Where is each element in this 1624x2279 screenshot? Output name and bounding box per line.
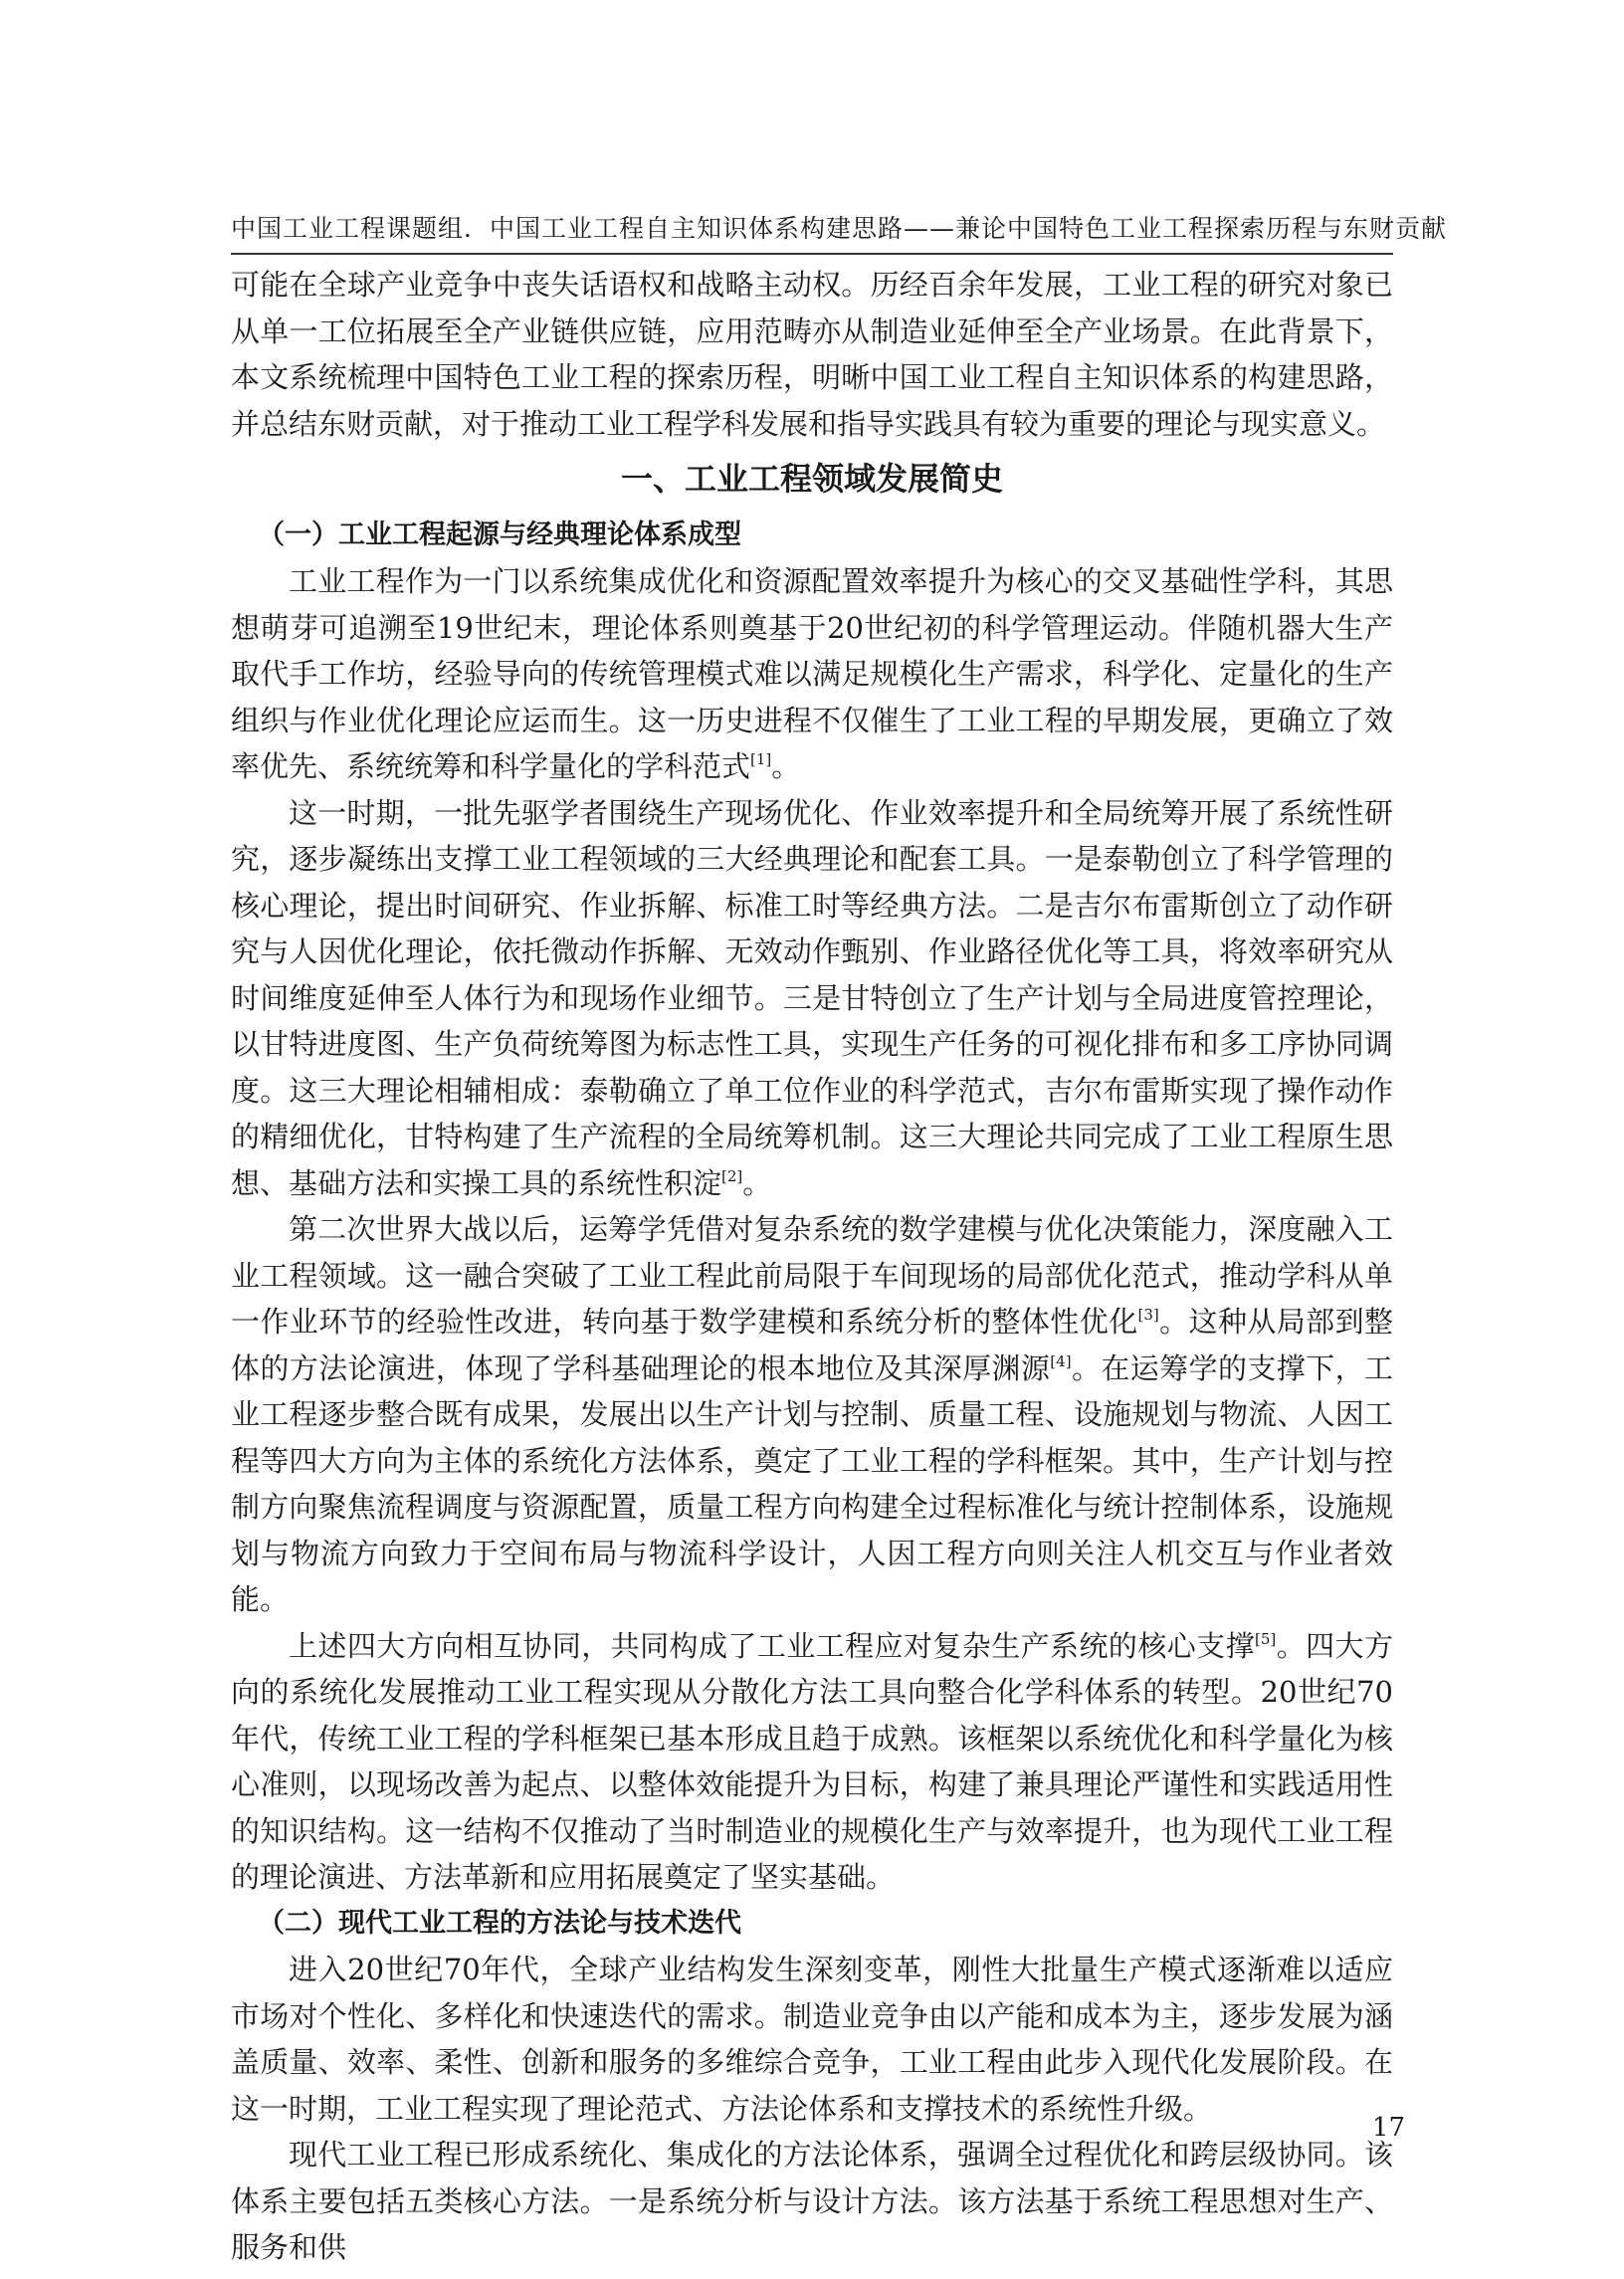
citation-marker: [2]: [721, 1166, 743, 1185]
paragraph-text: 。四大方向的系统化发展推动工业工程实现从分散化方法工具向整合化学科体系的转型。20世纪70年代，传统工业工程的学科框架已基本形成且趋于成熟。该框架以系统优化和科学量化为核心准则，以现场改善为起点、以整体效能提升为目标，构建了兼具理论严谨性和实践适用性的知识结构。这一结构不仅推动了当时制造业的规模化生产与效率提升，也为现代工业工程的理论演进、方法革新和应用拓展奠定了坚实基础。: [231, 1628, 1393, 1894]
paragraph-text: 。在运筹学的支撑下，工业工程逐步整合既有成果，发展出以生产计划与控制、质量工程、设施规划与物流、人因工程等四大方向为主体的系统化方法体系，奠定了工业工程的学科框架。其中，生产计划与控制方向聚焦流程调度与资源配置，质量工程方向构建全过程标准化与统计控制体系，设施规划与物流方向致力于空间布局与物流科学设计，人因工程方向则关注人机交互与作业者效能。: [231, 1350, 1393, 1616]
paragraph-text: 上述四大方向相互协同，共同构成了工业工程应对复杂生产系统的核心支撑: [289, 1628, 1256, 1663]
citation-marker: [1]: [750, 750, 772, 768]
paragraph-text: 。: [771, 749, 801, 783]
paragraph: [231, 1623, 1393, 1901]
paragraph-text: 这一时期，一批先驱学者围绕生产现场优化、作业效率提升和全局统筹开展了系统性研究，逐步凝练出支撑工业工程领域的三大经典理论和配套工具。一是泰勒创立了科学管理的核心理论，提出时间研究、作业拆解、标准工时等经典方法。二是吉尔布雷斯创立了动作研究与人因优化理论，依托微动作拆解、无效动作甄别、作业路径优化等工具，将效率研究从时间维度延伸至人体行为和现场作业细节。三是甘特创立了生产计划与全局进度管控理论，以甘特进度图、生产负荷统筹图为标志性工具，实现生产任务的可视化排布和多工序协同调度。这三大理论相辅相成：泰勒确立了单工位作业的科学范式，吉尔布雷斯实现了操作动作的精细优化，甘特构建了生产流程的全局统筹机制。这三大理论共同完成了工业工程原生思想、基础方法和实操工具的系统性积淀: [231, 795, 1393, 1200]
paragraph: [231, 790, 1393, 1207]
subsection-heading: （一）工业工程起源与经典理论体系成型: [258, 518, 741, 550]
citation-marker: [3]: [1137, 1306, 1159, 1324]
paragraph: 现代工业工程已形成系统化、集成化的方法论体系，强调全过程优化和跨层级协同。该体系主要包括五类核心方法。一是系统分析与设计方法。该方法基于系统工程思想对生产、服务和供: [231, 2138, 1393, 2264]
paragraph-text: 。: [742, 1165, 772, 1200]
article-body: [231, 262, 1393, 2271]
paragraph-intro-continuation: 可能在全球产业竞争中丧失话语权和战略主动权。历经百余年发展，工业工程的研究对象已从单一工位拓展至全产业链供应链，应用范畴亦从制造业延伸至全产业场景。在此背景下，本文系统梳理中国特色工业工程的探索历程，明晰中国工业工程自主知识体系的构建思路，并总结东财贡献，对于推动工业工程学科发展和指导实践具有较为重要的理论与现实意义。: [231, 268, 1393, 441]
subsection-heading: （二）现代工业工程的方法论与技术迭代: [258, 1907, 741, 1939]
paragraph-text: 第二次世界大战以后，运筹学凭借对复杂系统的数学建模与优化决策能力，深度融入工业工程领域。这一融合突破了工业工程此前局限于车间现场的局部优化范式，推动学科从单一作业环节的经验性改进，转向基于数学建模和系统分析的整体性优化: [231, 1212, 1393, 1339]
citation-marker: [5]: [1255, 1629, 1277, 1648]
paragraph: [231, 558, 1393, 790]
page-number: 17: [1371, 2113, 1405, 2143]
paragraph-text: 。这种从局部到整体的方法论演进，体现了学科基础理论的根本地位及其深厚渊源: [231, 1305, 1393, 1385]
paragraph: [231, 1206, 1393, 1623]
header-rule: [231, 253, 1393, 255]
running-header: 中国工业工程课题组．中国工业工程自主知识体系构建思路——兼论中国特色工业工程探索历程与东财贡献: [231, 214, 1448, 243]
section-heading: 一、工业工程领域发展简史: [620, 460, 1003, 498]
paragraph-text: 工业工程作为一门以系统集成优化和资源配置效率提升为核心的交叉基础性学科，其思想萌芽可追溯至19世纪末，理论体系则奠基于20世纪初的科学管理运动。伴随机器大生产取代手工作坊，经验导向的传统管理模式难以满足规模化生产需求，科学化、定量化的生产组织与作业优化理论应运而生。这一历史进程不仅催生了工业工程的早期发展，更确立了效率优先、系统统筹和科学量化的学科范式: [231, 564, 1393, 783]
paragraph: 进入20世纪70年代，全球产业结构发生深刻变革，刚性大批量生产模式逐渐难以适应市场对个性化、多样化和快速迭代的需求。制造业竞争由以产能和成本为主，逐步发展为涵盖质量、效率、柔性、创新和服务的多维综合竞争，工业工程由此步入现代化发展阶段。在这一时期，工业工程实现了理论范式、方法论体系和支撑技术的系统性升级。: [231, 1953, 1393, 2126]
citation-marker: [4]: [1050, 1351, 1072, 1370]
